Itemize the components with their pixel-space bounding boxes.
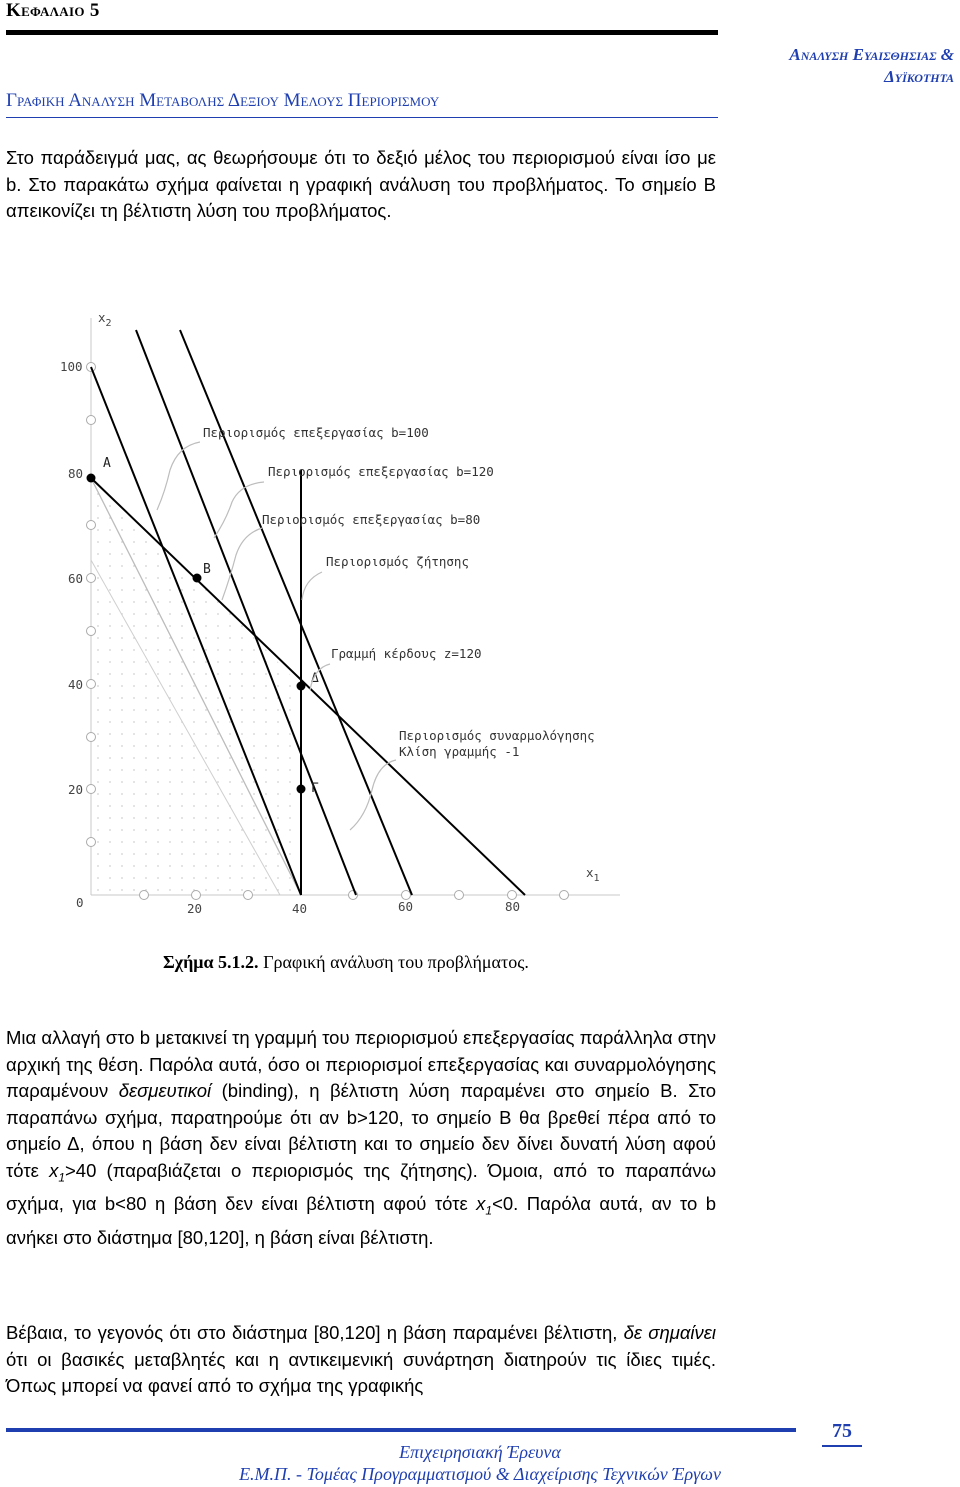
label-assembly-slope: Κλίση γραμμής -1 [399, 744, 520, 759]
running-header-line2: Δυϊκοτητα [884, 67, 954, 86]
x-axis-label: $x_1$ [586, 865, 600, 884]
p2-text-1: Μια αλλαγή στο b μετακινεί τη γραμμή του περιορισμού επεξεργασίας παράλληλα στην αρχική της θέση. Παρόλα αυτά, όσο οι περιορισμοί επεξεργασίας και συναρμολόγησης παραμένουν [6, 1027, 716, 1102]
callout-assembly [350, 760, 396, 830]
x-tick-40: 40 [292, 901, 308, 916]
callout-demand [302, 572, 322, 600]
label-b120: Περιορισμός επεξεργασίας b=120 [268, 464, 494, 479]
point-a-label: A [103, 456, 111, 471]
p2-italic-binding: δεσμευτικοί [118, 1080, 212, 1102]
p3-text-2: ότι οι βασικές μεταβλητές και η αντικειμενική συνάρτηση διατηρούν τις ίδιες τιμές. Όπως μπορεί να φανεί από το σχήμα της γραφικής [6, 1348, 716, 1397]
running-header-line1: Αναλυση Ευαισθησιας & [789, 45, 954, 64]
y-tick-20: 20 [68, 782, 84, 797]
p2-var-x1-a: $x_1$ [49, 1159, 65, 1185]
point-b-label: B [203, 562, 211, 577]
x-tick-0: 0 [76, 895, 84, 910]
point-a-marker [87, 474, 96, 483]
point-gamma-label: Γ [311, 781, 319, 796]
point-delta-marker [297, 682, 306, 691]
section-title: Γραφικη Αναλυση Μεταβολης Δεξιου Μελους Περιορισμου [6, 90, 440, 111]
point-b-marker [193, 574, 202, 583]
y-tick-100: 100 [60, 359, 83, 374]
footer-department: Ε.Μ.Π. - Τομέας Προγραμματισμού & Διαχείρισης Τεχνικών Έργων [239, 1464, 721, 1484]
label-b80: Περιορισμός επεξεργασίας b=80 [262, 512, 481, 527]
page-number: 75 [832, 1420, 852, 1442]
y-tick-40: 40 [68, 677, 84, 692]
label-b100: Περιορισμός επεξεργασίας b=100 [203, 425, 429, 440]
point-delta-label: Δ [311, 671, 319, 686]
x-tick-60: 60 [398, 899, 414, 914]
x-tick-80: 80 [505, 899, 521, 914]
figure-caption [163, 952, 529, 973]
intro-paragraph: Στο παράδειγμά μας, ας θεωρήσουμε ότι το δεξιό μέλος του περιορισμού είναι ίσο με b. Στο παρακάτω σχήμα φαίνεται η γραφική ανάλυση του προβλήματος. Το σημείο Β απεικονίζει τη βέλτιστη λύση του προβλήματος. [6, 147, 716, 222]
p2-text-2: (binding), η βέλτιστη λύση παραμένει στο σημείο Β. Στο παραπάνω σχήμα, παρατηρούμε ότι αν b>120, το σημείο Β θα βρεθεί πέρα από το σημείο Δ, όπου η βάση δεν είναι βέλτιστη και το σημείο δεν δίνει δυνατή λύση αφού τότε [6, 1080, 717, 1181]
y-tick-60: 60 [68, 571, 84, 586]
footer-course: Επιχειρησιακή Έρευνα [399, 1442, 561, 1462]
figure-caption-text: Γραφική ανάλυση του προβλήματος. [263, 952, 529, 972]
p2-text-3: >40 (παραβιάζεται ο περιορισμός της ζήτησης). Όμοια, από το παραπάνω σχήμα, για b<80 η βάση δεν είναι βέλτιστη αφού τότε [6, 1159, 717, 1215]
figure-number: Σχήμα 5.1.2. [163, 952, 259, 972]
chapter-heading: Κεφαλαιο 5 [6, 0, 100, 21]
point-gamma-marker [297, 785, 306, 794]
label-demand: Περιορισμός ζήτησης [326, 554, 469, 569]
p3-text-1: Βέβαια, το γεγονός ότι στο διάστημα [80,120] η βάση παραμένει βέλτιστη, [6, 1322, 624, 1343]
x-tick-20: 20 [187, 901, 203, 916]
p2-text-4: <0. Παρόλα αυτά, αν το b ανήκει στο διάστημα [80,120], η βάση είναι βέλτιστη. [6, 1193, 716, 1248]
body-paragraph-2 [6, 1320, 716, 1400]
footer-rule [6, 1428, 796, 1432]
p2-var-x1-b: $x_1$ [476, 1193, 493, 1218]
y-tick-80: 80 [68, 466, 84, 481]
label-assembly: Περιορισμός συναρμολόγησης [399, 728, 595, 743]
body-paragraph-1 [6, 1025, 716, 1251]
p3-italic: δε σημαίνει [623, 1322, 717, 1343]
label-profit: Γραμμή κέρδους z=120 [331, 646, 482, 661]
y-axis-label: $x_2$ [98, 310, 112, 329]
